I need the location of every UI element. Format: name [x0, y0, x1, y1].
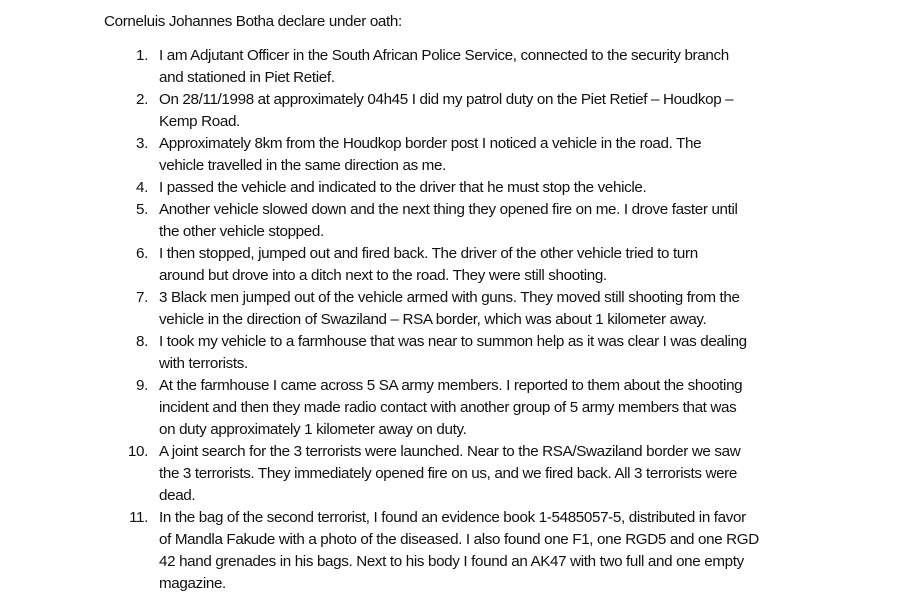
- item-text: [159, 45, 809, 89]
- text-line: 42 hand grenades in his bags. Next to his body I found an AK47 with two full and one empty: [159, 553, 744, 570]
- item-number: 4.: [136, 179, 148, 196]
- text-line: with terrorists.: [159, 355, 248, 372]
- item-number: 7.: [136, 289, 148, 306]
- item-number: 3.: [136, 135, 148, 152]
- list-item: [0, 375, 902, 441]
- text-line: magazine.: [159, 575, 226, 592]
- text-line: of Mandla Fakude with a photo of the diseased. I also found one F1, one RGD5 and one RGD: [159, 531, 759, 548]
- item-number: 11.: [129, 509, 148, 526]
- text-line: the 3 terrorists. They immediately opened fire on us, and we fired back. All 3 terrorists were: [159, 465, 737, 482]
- item-text: [159, 177, 809, 199]
- list-item: [0, 89, 902, 133]
- list-item: [0, 199, 902, 243]
- list-item: [0, 133, 902, 177]
- item-text: [159, 199, 809, 243]
- list-item: [0, 243, 902, 287]
- text-line: I took my vehicle to a farmhouse that was near to summon help as it was clear I was dealing: [159, 333, 747, 350]
- list-item: [0, 441, 902, 507]
- item-number: 6.: [136, 245, 148, 262]
- list-item: [0, 507, 902, 595]
- list-item: [0, 177, 902, 199]
- declaration-intro: Corneluis Johannes Botha declare under oath:: [104, 13, 402, 30]
- list-item: [0, 331, 902, 375]
- item-number: 2.: [136, 91, 148, 108]
- item-text: [159, 441, 809, 507]
- item-text: [159, 331, 809, 375]
- text-line: 3 Black men jumped out of the vehicle armed with guns. They moved still shooting from the: [159, 289, 740, 306]
- item-text: [159, 133, 809, 177]
- text-line: the other vehicle stopped.: [159, 223, 324, 240]
- text-line: incident and then they made radio contact with another group of 5 army members that was: [159, 399, 737, 416]
- list-item: [0, 45, 902, 89]
- item-number: 10.: [127, 443, 148, 460]
- text-line: Approximately 8km from the Houdkop border post I noticed a vehicle in the road. The: [159, 135, 702, 152]
- item-number: 9.: [136, 377, 148, 394]
- text-line: I am Adjutant Officer in the South African Police Service, connected to the security branch: [159, 47, 729, 64]
- text-line: around but drove into a ditch next to the road. They were still shooting.: [159, 267, 607, 284]
- item-text: [159, 375, 809, 441]
- text-line: Another vehicle slowed down and the next thing they opened fire on me. I drove faster until: [159, 201, 738, 218]
- item-number: 1.: [136, 47, 148, 64]
- item-text: [159, 89, 809, 133]
- text-line: on duty approximately 1 kilometer away on duty.: [159, 421, 467, 438]
- text-line: On 28/11/1998 at approximately 04h45 I did my patrol duty on the Piet Retief – Houdkop –: [159, 91, 734, 108]
- item-text: [159, 507, 809, 595]
- text-line: Kemp Road.: [159, 113, 240, 130]
- text-line: vehicle in the direction of Swaziland – RSA border, which was about 1 kilometer away.: [159, 311, 707, 328]
- text-line: dead.: [159, 487, 196, 504]
- item-number: 8.: [136, 333, 148, 350]
- text-line: vehicle travelled in the same direction as me.: [159, 157, 446, 174]
- text-line: A joint search for the 3 terrorists were launched. Near to the RSA/Swaziland border we saw: [159, 443, 741, 460]
- item-text: [159, 243, 809, 287]
- text-line: I then stopped, jumped out and fired back. The driver of the other vehicle tried to turn: [159, 245, 698, 262]
- text-line: I passed the vehicle and indicated to the driver that he must stop the vehicle.: [159, 179, 647, 196]
- text-line: In the bag of the second terrorist, I found an evidence book 1-5485057-5, distributed in favor: [159, 509, 746, 526]
- text-line: and stationed in Piet Retief.: [159, 69, 335, 86]
- list-item: [0, 287, 902, 331]
- item-text: [159, 287, 809, 331]
- statement-list: [0, 45, 902, 595]
- text-line: At the farmhouse I came across 5 SA army members. I reported to them about the shooting: [159, 377, 743, 394]
- item-number: 5.: [136, 201, 148, 218]
